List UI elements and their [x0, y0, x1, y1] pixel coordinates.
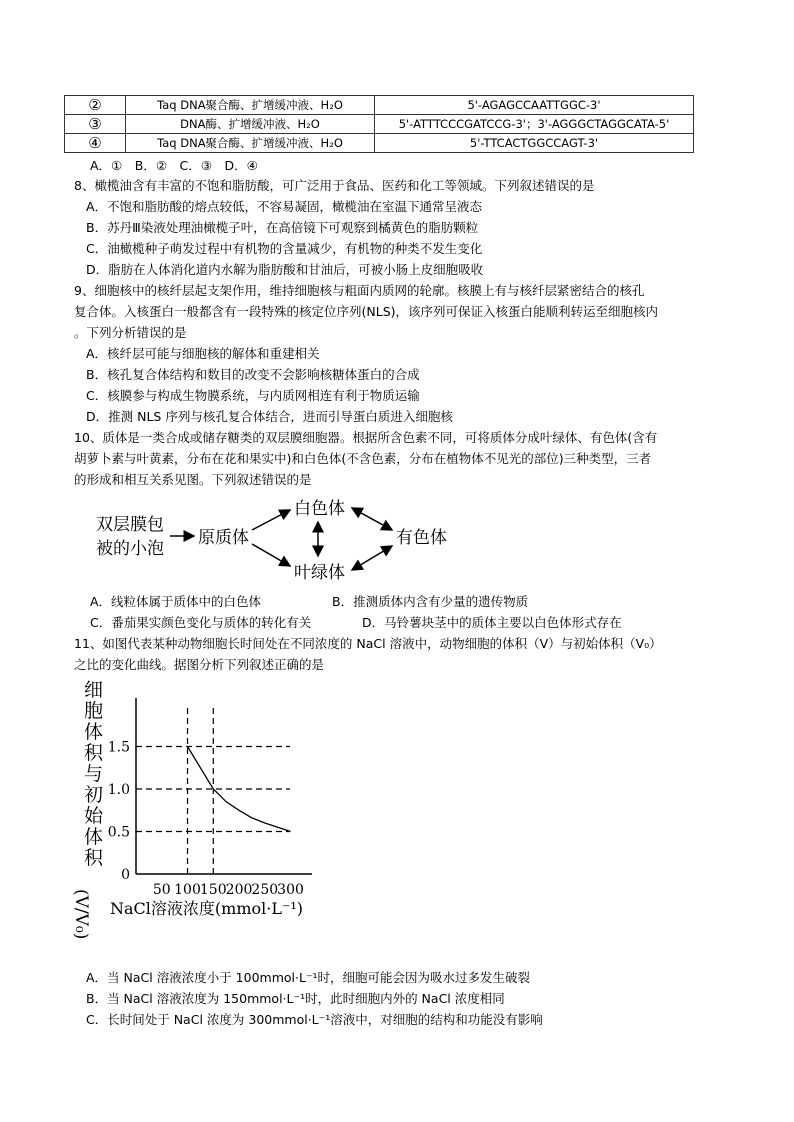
chart-x-tick-label: 250 — [251, 882, 279, 898]
q9-option-c: C．核膜参与构成生物膜系统，与内质网相连有利于物质运输 — [86, 388, 420, 403]
chart-x-label: NaCl溶液浓度(mmol·L⁻¹) — [110, 899, 304, 918]
chart-y-label — [71, 679, 104, 939]
chart-y-label-char: 积 — [84, 847, 104, 869]
chart-y-tick-label: 1.5 — [107, 739, 130, 756]
q9-stem-line2: 复合体。入核蛋白一般都含有一段特殊的核定位序列(NLS)，该序列可保证入核蛋白能顺利转运至细胞核内 — [74, 304, 659, 319]
chart-y-label-char: 胞 — [84, 700, 104, 722]
q8-option-c: C．油橄榄种子萌发过程中有机物的含量减少，有机物的种类不发生变化 — [86, 241, 483, 256]
q7-answer-options: A．① B．② C．③ D．④ — [90, 158, 258, 173]
q11-stem-line1: 11、如图代表某种动物细胞长时间处在不同浓度的 NaCl 溶液中，动物细胞的体积（V）与初始体积（V₀） — [74, 636, 662, 651]
q11-stem-line2: 之比的变化曲线。据图分析下列叙述正确的是 — [74, 657, 325, 672]
q9-option-d: D．推测 NLS 序列与核孔复合体结合，进而引导蛋白质进入细胞核 — [86, 409, 453, 424]
chart-y-tick-label: 0.5 — [107, 824, 130, 841]
q8-option-b: B．苏丹Ⅲ染液处理油橄榄子叶，在高倍镜下可观察到橘黄色的脂肪颗粒 — [86, 220, 479, 235]
row-number: ② — [65, 96, 126, 115]
table-row — [65, 134, 694, 153]
row-primers: 5'-ATTTCCCGATCCG-3'；3'-AGGGCTAGGCATA-5' — [375, 115, 694, 134]
table-row — [65, 115, 694, 134]
table-row — [65, 96, 694, 115]
chart-x-tick-label: 150 — [199, 882, 227, 898]
chart-y-label-char: 始 — [84, 805, 104, 827]
diagram-source-line2: 被的小泡 — [96, 539, 164, 559]
primer-table — [64, 95, 694, 153]
q9-stem-line1: 9、细胞核中的核纤层起支架作用，维持细胞核与粗面内质网的轮廓。核膜上有与核纤层紧密结合的核孔 — [74, 283, 645, 298]
arrow-leucoplast-chromoplast — [352, 508, 392, 530]
q8-option-d: D．脂肪在人体消化道内水解为脂肪酸和甘油后，可被小肠上皮细胞吸收 — [86, 262, 484, 277]
diagram-chloroplast: 叶绿体 — [294, 563, 345, 583]
chart-x-tick-label: 300 — [277, 882, 304, 898]
chart-axes — [136, 698, 312, 874]
arrow-chloroplast-chromoplast — [352, 546, 392, 570]
q9-option-a: A．核纤层可能与细胞核的解体和重建相关 — [86, 346, 320, 361]
row-reagents: Taq DNA聚合酶、扩增缓冲液、H₂O — [126, 96, 375, 115]
chart-y-label-char: 细 — [84, 679, 104, 701]
q8-stem: 8、橄榄油含有丰富的不饱和脂肪酸，可广泛用于食品、医药和化工等领域。下列叙述错误的是 — [74, 178, 595, 193]
chart-x-tick-label: 50 — [152, 882, 171, 898]
chart-y-label-char: 体 — [84, 826, 104, 848]
chart-y-label-char: 初 — [84, 784, 104, 806]
row-reagents: Taq DNA聚合酶、扩增缓冲液、H₂O — [126, 134, 375, 153]
q9-stem-line3: 。下列分析错误的是 — [74, 325, 187, 340]
plastid-diagram — [90, 492, 470, 588]
chart-y-tick-label: 1.0 — [107, 782, 130, 798]
q10-option-d: D．马铃薯块茎中的质体主要以白色体形式存在 — [362, 615, 622, 630]
q11-option-b: B．当 NaCl 溶液浓度为 150mmol·L⁻¹时，此时细胞内外的 NaCl 浓度相同 — [86, 991, 505, 1006]
chart-x-tick-label: 200 — [225, 882, 253, 898]
q10-option-b: B．推测质体内含有少量的遗传物质 — [332, 594, 529, 609]
diagram-leucoplast: 白色体 — [294, 499, 345, 519]
q11-option-a: A．当 NaCl 溶液浓度小于 100mmol·L⁻¹时，细胞可能会因为吸水过多发生破裂 — [86, 970, 531, 985]
chart-y-label-char: 与 — [84, 763, 104, 785]
diagram-chromoplast: 有色体 — [396, 528, 447, 548]
row-number: ④ — [65, 134, 126, 153]
arrow-proplastid-chloroplast — [252, 544, 290, 566]
chart-y-label-char: 积 — [84, 742, 104, 764]
q9-option-b: B．核孔复合体结构和数目的改变不会影响核糖体蛋白的合成 — [86, 367, 420, 382]
row-number: ③ — [65, 115, 126, 134]
row-primers: 5'-TTCACTGGCCAGT-3' — [375, 134, 694, 153]
q8-option-a: A．不饱和脂肪酸的熔点较低，不容易凝固，橄榄油在室温下通常呈液态 — [86, 199, 483, 214]
diagram-proplastid: 原质体 — [198, 528, 249, 548]
diagram-source-line1: 双层膜包 — [96, 515, 164, 535]
q10-stem-line2: 胡萝卜素与叶黄素，分布在花和果实中)和白色体(不含色素，分布在植物体不见光的部位)三种类型，三者 — [74, 451, 652, 466]
q11-option-c: C．长时间处于 NaCl 浓度为 300mmol·L⁻¹溶液中，对细胞的结构和功能没有影响 — [86, 1012, 543, 1027]
chart-x-tick-label: 100 — [174, 882, 201, 898]
q10-option-a: A．线粒体属于质体中的白色体 — [90, 594, 262, 609]
chart-y-label-char: 体 — [84, 721, 104, 743]
row-reagents: DNA酶、扩增缓冲液、H₂O — [126, 115, 375, 134]
cell-volume-chart — [70, 678, 370, 958]
arrow-proplastid-leucoplast — [252, 510, 290, 530]
chart-y-label-unit: (V/V₀) — [71, 889, 91, 940]
row-primers: 5'-AGAGCCAATTGGC-3' — [375, 96, 694, 115]
q10-stem-line3: 的形成和相互关系见图。下列叙述错误的是 — [74, 472, 312, 487]
q10-stem-line1: 10、质体是一类合成或储存糖类的双层膜细胞器。根据所含色素不同，可将质体分成叶绿体、有色体(含有 — [74, 430, 658, 445]
chart-y-tick-label: 0 — [121, 867, 130, 883]
q10-option-c: C．番茄果实颜色变化与质体的转化有关 — [90, 615, 312, 630]
